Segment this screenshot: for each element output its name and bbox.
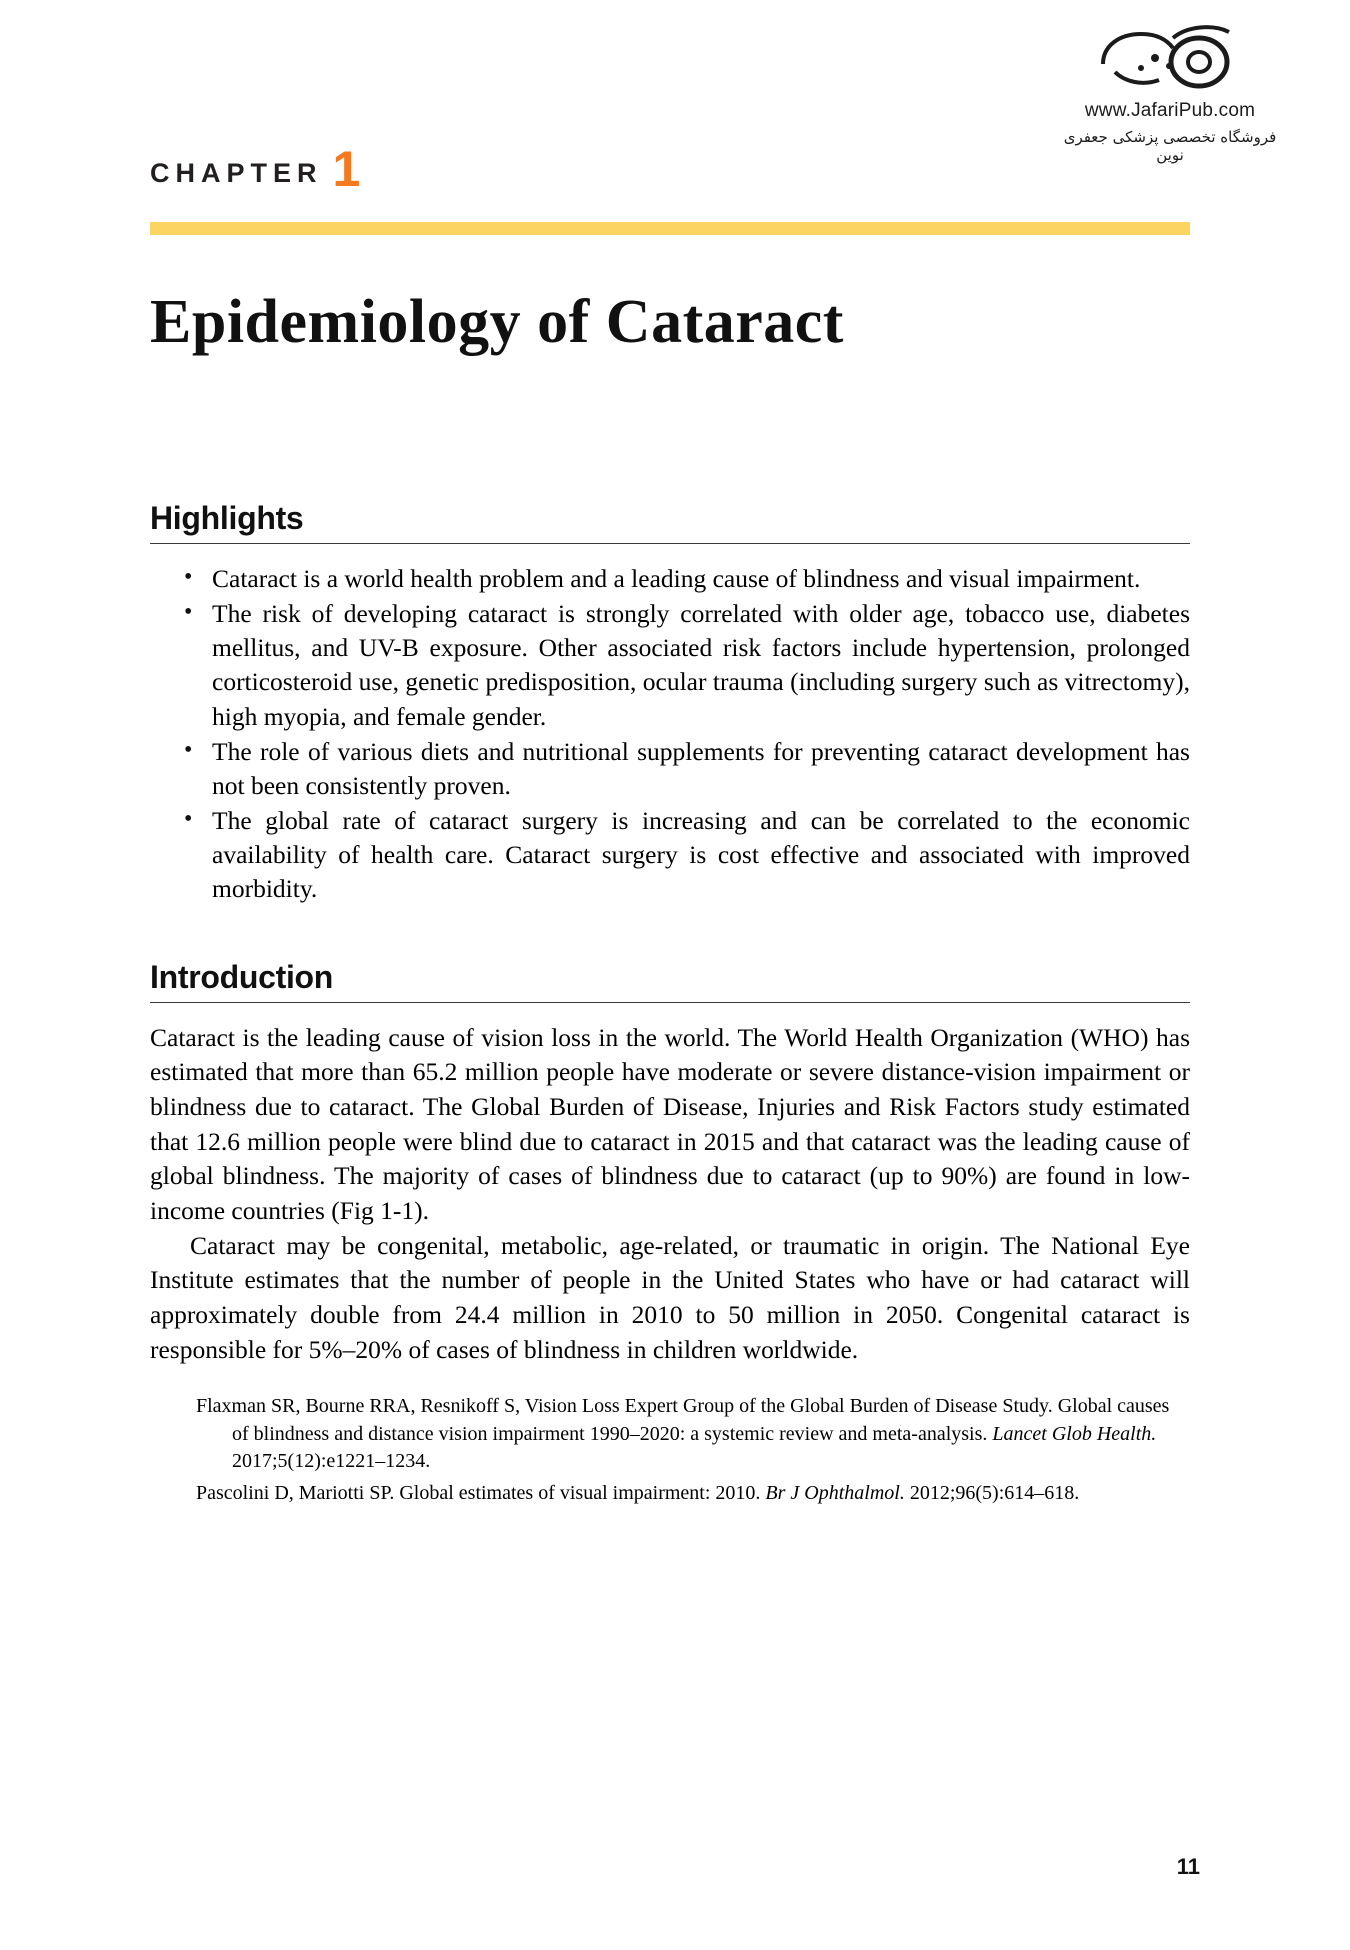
section-introduction [150,959,1190,1508]
section-heading-introduction: Introduction [150,958,334,995]
section-heading-rule [150,543,1190,544]
list-item: • The role of various diets and nutritional supplements for preventing cataract development has not been consistently proven. [212,735,1190,803]
reference-text: Flaxman SR, Bourne RRA, Resnikoff S, Vision Loss Expert Group of the Global Burden of Disease Study. Global causes of blindness and distance vision impairment 1990–2020: a systemic review and meta-analysis. [196,1395,1170,1445]
reference-journal: Lancet Glob Health. [992,1422,1157,1445]
page-number: 11 [1176,1854,1200,1879]
reference-journal: Br J Ophthalmol. [765,1482,905,1505]
jafaripub-logo-icon [1095,18,1245,98]
reference-entry [196,1480,1190,1508]
section-heading-rule [150,1002,1190,1003]
reference-text: Pascolini D, Mariotti SP. Global estimates of visual impairment: 2010. [196,1482,766,1505]
reference-entry [196,1393,1190,1476]
reference-citation: 2017;5(12):e1221–1234. [232,1450,431,1473]
page-title: Epidemiology of Cataract [150,287,844,356]
chapter-header [150,141,1190,197]
reference-list [150,1393,1190,1507]
chapter-label: CHAPTER [150,157,323,188]
chapter-divider [150,222,1190,235]
reference-citation: 2012;96(5):614–618. [904,1482,1080,1505]
chapter-number: 1 [332,141,361,197]
list-item: • The global rate of cataract surgery is increasing and can be correlated to the economic availability of health care. Cataract surgery is cost effective and associated with improved morbidity. [212,804,1190,906]
list-item: • The risk of developing cataract is strongly correlated with older age, tobacco use, diabetes mellitus, and UV-B exposure. Other associated risk factors include hypertension, prolonged corticosteroid use, genetic predisposition, ocular trauma (including surgery such as vitrectomy), high myopia, and female gender. [212,597,1190,734]
section-heading-highlights: Highlights [150,500,304,536]
section-highlights [150,500,1190,907]
watermark-site-url: www.JafariPub.com [1084,100,1256,121]
publisher-watermark [1050,18,1290,164]
paragraph: Cataract is the leading cause of vision loss in the world. The World Health Organization (WHO) has estimated that more than 65.2 million people have moderate or severe distance-vision impairment or blindness due to cataract. The Global Burden of Disease, Injuries and Risk Factors study estimated that 12.6 million people were blind due to cataract in 2015 and that cataract was the leading cause of global blindness. The majority of cases of blindness due to cataract (up to 90%) are found in low-income countries (Fig 1-1). [150,1022,1190,1225]
watermark-caption: فروشگاه تخصصی پزشکی جعفری نوین [1063,128,1277,164]
paragraph: Cataract may be congenital, metabolic, age-related, or traumatic in origin. The National Eye Institute estimates that the number of people in the United States who have or had cataract will approximately double from 24.4 million in 2010 to 50 million in 2050. Congenital cataract is responsible for 5%–20% of cases of blindness in children worldwide. [150,1230,1190,1364]
list-item: • Cataract is a world health problem and a leading cause of blindness and visual impairment. [212,562,1190,596]
page-content [150,500,1190,1560]
highlights-list [150,562,1190,907]
